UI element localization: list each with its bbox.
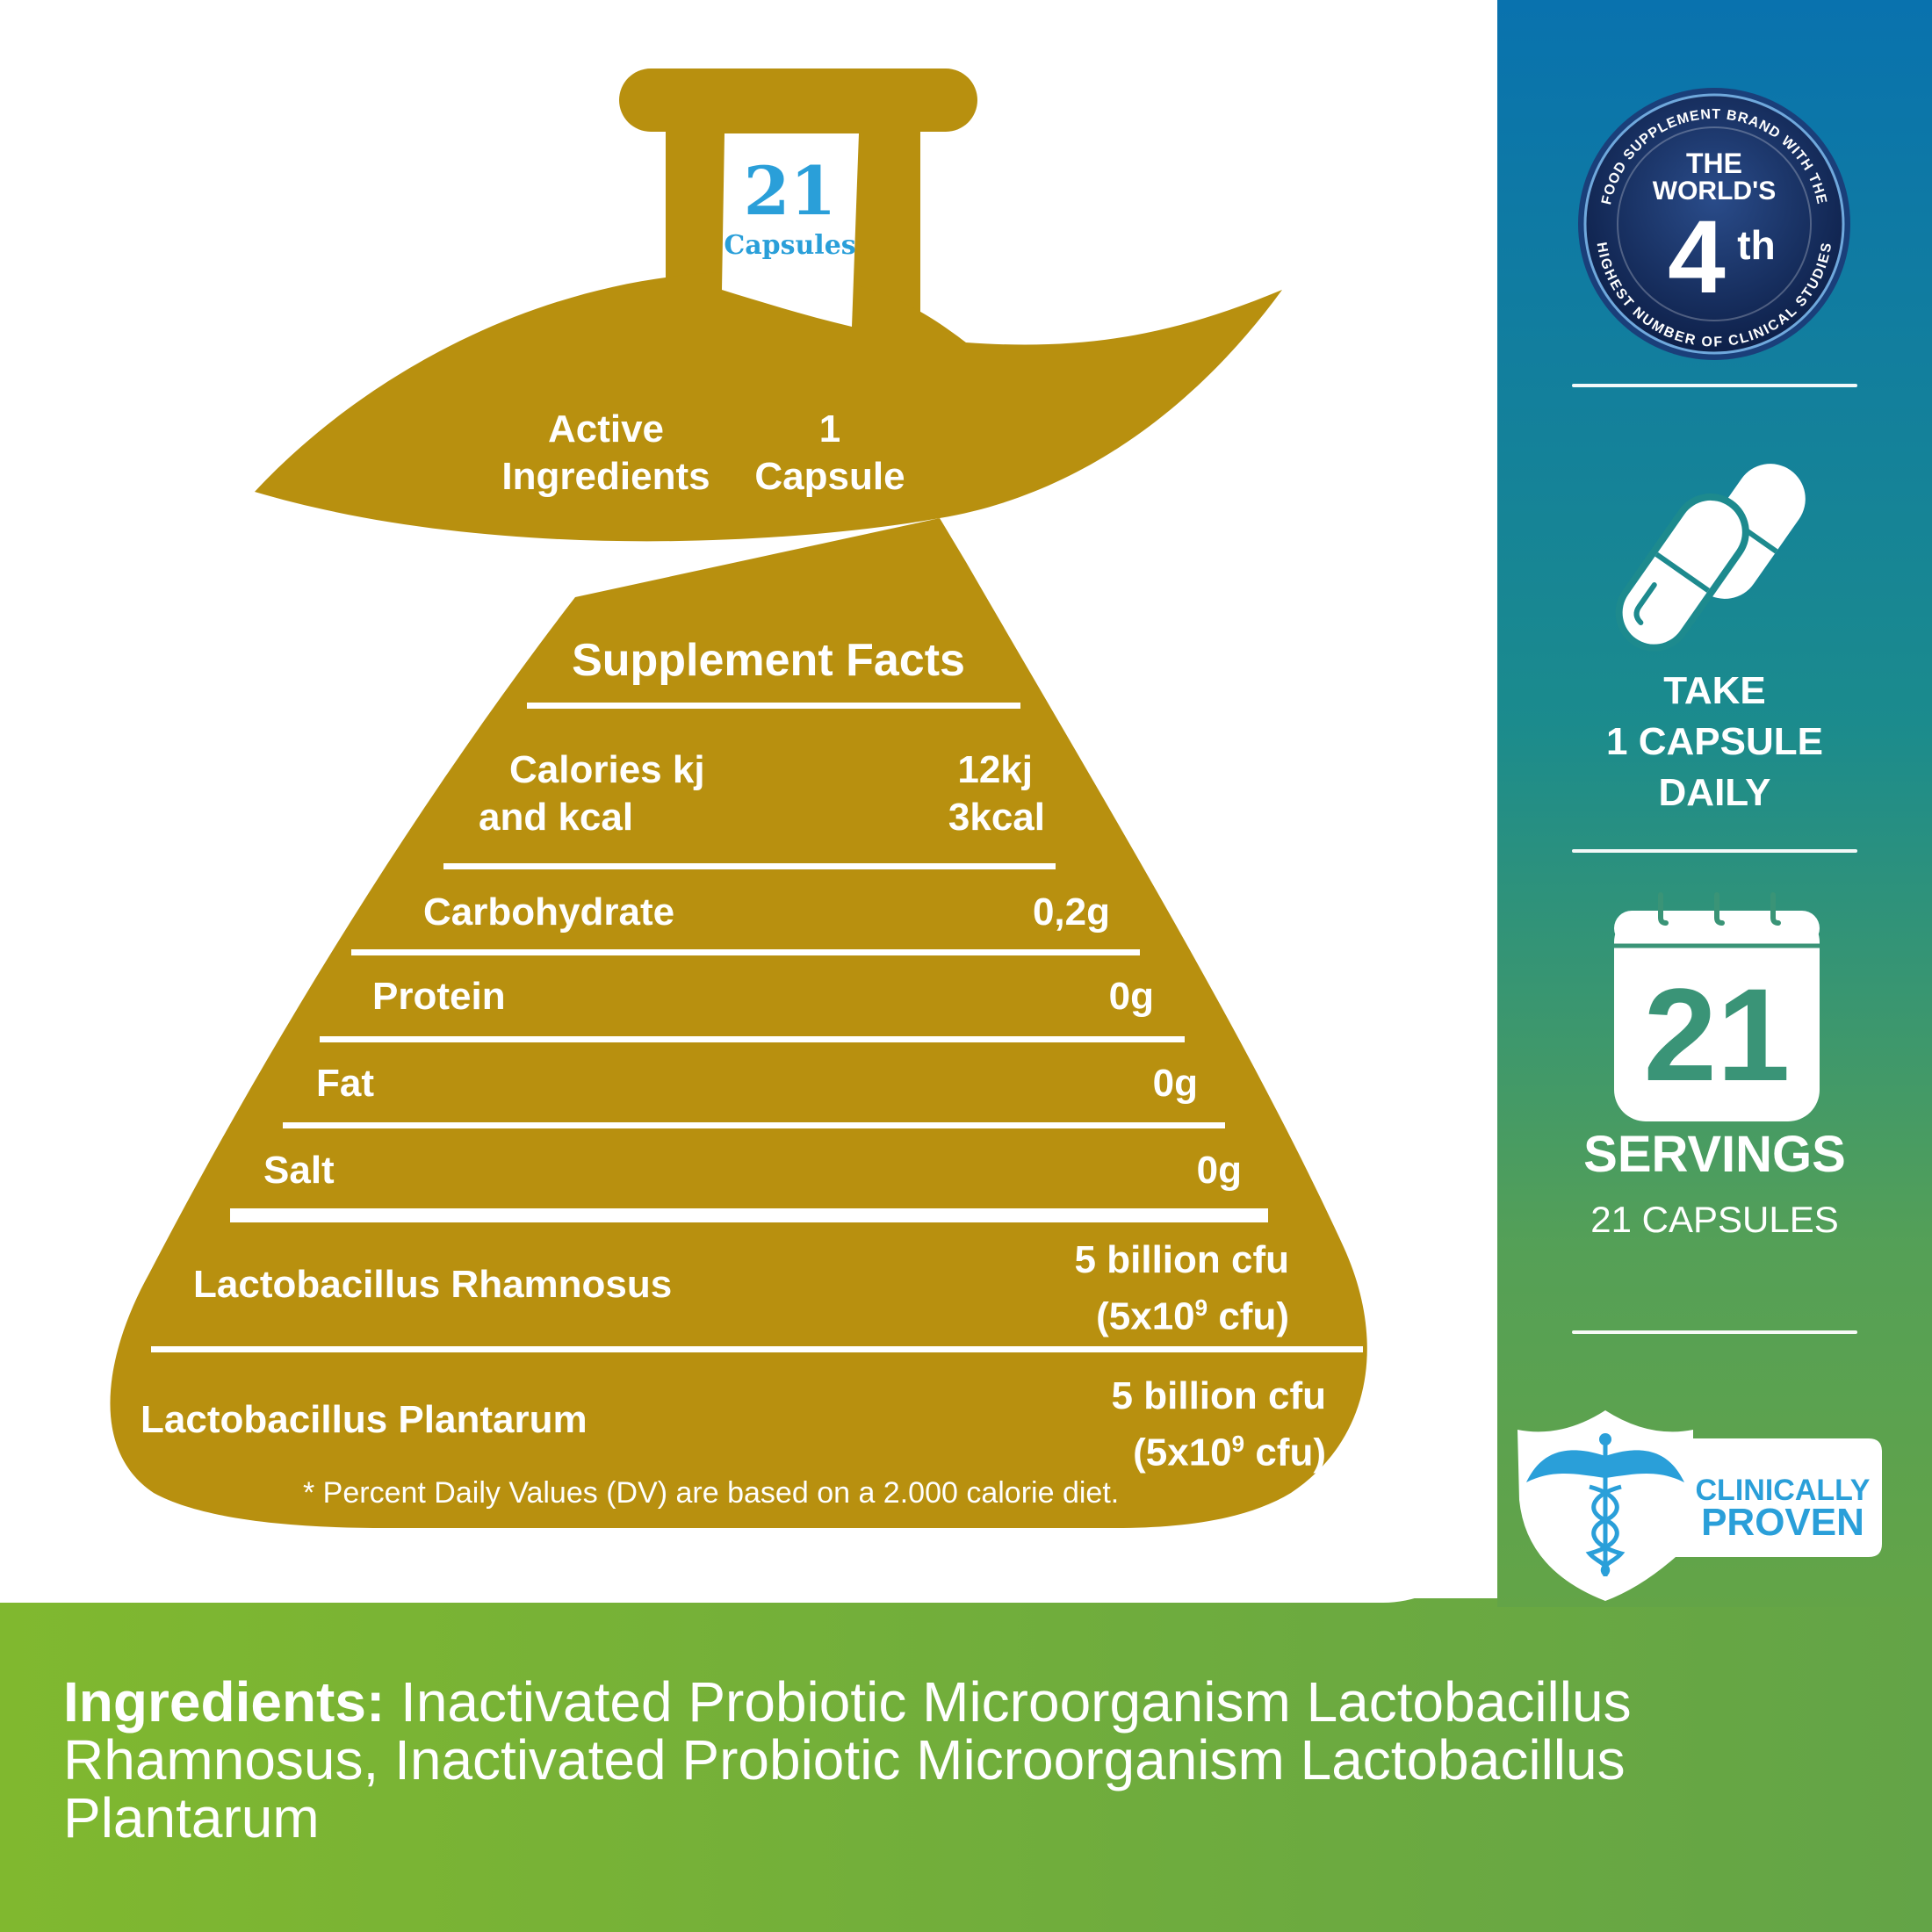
calories-value-line2: 3kcal: [948, 796, 1045, 839]
header-per-capsule: [738, 406, 922, 501]
row-salt-label: Salt: [263, 1149, 335, 1192]
capsules-icon: [1607, 448, 1827, 667]
rhamnosus-value-line1: 5 billion cfu: [1074, 1238, 1289, 1281]
sidebar-separator: [1572, 384, 1857, 387]
plantarum-value-line2: [985, 1420, 1326, 1477]
ingredients-label: Ingredients:: [63, 1670, 386, 1734]
badge-ring-bottom: HIGHEST NUMBER OF CLINICAL STUDIES: [1593, 241, 1835, 350]
capsule-count-label: Capsules: [724, 230, 856, 261]
calendar-number: 21: [1643, 961, 1791, 1108]
row-rhamnosus-label: Lactobacillus Rhamnosus: [193, 1263, 673, 1306]
row-divider: [151, 1346, 1363, 1352]
servings-subtitle: 21 CAPSULES: [1590, 1199, 1839, 1240]
row-rhamnosus-value: [948, 1236, 1289, 1341]
row-fat-label: Fat: [316, 1062, 374, 1105]
row-divider: [283, 1122, 1225, 1128]
row-salt-value: 0g: [1196, 1149, 1242, 1192]
title-divider: [527, 703, 1020, 709]
header-active-ingredients: [474, 406, 738, 501]
plantarum-value-base: (5x10: [1133, 1431, 1232, 1474]
dosage-instructions: [1572, 666, 1857, 818]
rhamnosus-value-base: (5x10: [1096, 1294, 1195, 1338]
sidebar-separator: [1572, 1330, 1857, 1334]
badge-ring-top: FOOD SUPPLEMENT BRAND WITH THE: [1599, 106, 1829, 206]
row-protein-value: 0g: [1108, 975, 1154, 1018]
worlds-4th-badge: [1574, 83, 1855, 364]
rhamnosus-value-exponent: 9: [1194, 1294, 1208, 1321]
row-divider: [320, 1036, 1185, 1042]
supplement-facts-title: Supplement Facts: [572, 635, 965, 686]
calories-label-line1: Calories kj: [509, 748, 705, 791]
header-left-line2: Ingredients: [501, 455, 710, 498]
plantarum-value-line1: 5 billion cfu: [1111, 1374, 1326, 1417]
rhamnosus-value-line2: [948, 1284, 1289, 1341]
dosage-line3: DAILY: [1658, 771, 1771, 814]
clinically-proven-shield: [1509, 1403, 1888, 1604]
ingredients-text: [63, 1670, 1890, 1849]
row-plantarum-label: Lactobacillus Plantarum: [141, 1398, 588, 1441]
section-divider-thick: [230, 1208, 1268, 1222]
row-carbohydrate-value: 0,2g: [1032, 890, 1110, 934]
dosage-line2: 1 CAPSULE: [1606, 720, 1823, 763]
badge-rank-number: 4: [1668, 199, 1726, 315]
row-fat-value: 0g: [1152, 1062, 1198, 1105]
dosage-line1: TAKE: [1663, 669, 1766, 712]
sidebar-separator: [1572, 849, 1857, 853]
daily-value-footnote: * Percent Daily Values (DV) are based on a 2.000 calorie diet.: [303, 1476, 1120, 1510]
servings-title: SERVINGS: [1583, 1126, 1846, 1183]
row-plantarum-value: [985, 1373, 1326, 1477]
plantarum-value-exponent: 9: [1231, 1431, 1245, 1457]
header-left-line1: Active: [547, 407, 665, 451]
shield-line1: CLINICALLY: [1695, 1474, 1871, 1507]
rhamnosus-value-unit: cfu): [1208, 1294, 1289, 1338]
badge-the: THE: [1686, 148, 1742, 179]
row-calories-value: [913, 746, 1045, 841]
badge-worlds: WORLD'S: [1652, 177, 1777, 205]
capsule-count: 21: [743, 152, 837, 230]
row-divider: [443, 863, 1056, 869]
calories-value-line1: 12kj: [957, 748, 1033, 791]
ingredients-list: Inactivated Probiotic Microorganism Lactobacillus Rhamnosus, Inactivated Probiotic Microorganism Lactobacillus Plantarum: [63, 1670, 1632, 1849]
calendar-icon: [1611, 891, 1822, 1124]
row-divider: [351, 949, 1140, 955]
row-carbohydrate-label: Carbohydrate: [423, 890, 675, 934]
row-calories-label: [479, 746, 705, 841]
row-protein-label: Protein: [372, 975, 506, 1018]
calories-label-line2: and kcal: [479, 796, 634, 839]
header-right-line1: 1: [818, 407, 841, 451]
shield-line2: PROVEN: [1701, 1501, 1864, 1544]
badge-rank-suffix: th: [1737, 222, 1776, 268]
plantarum-value-unit: cfu): [1244, 1431, 1326, 1474]
header-right-line2: Capsule: [754, 455, 905, 498]
